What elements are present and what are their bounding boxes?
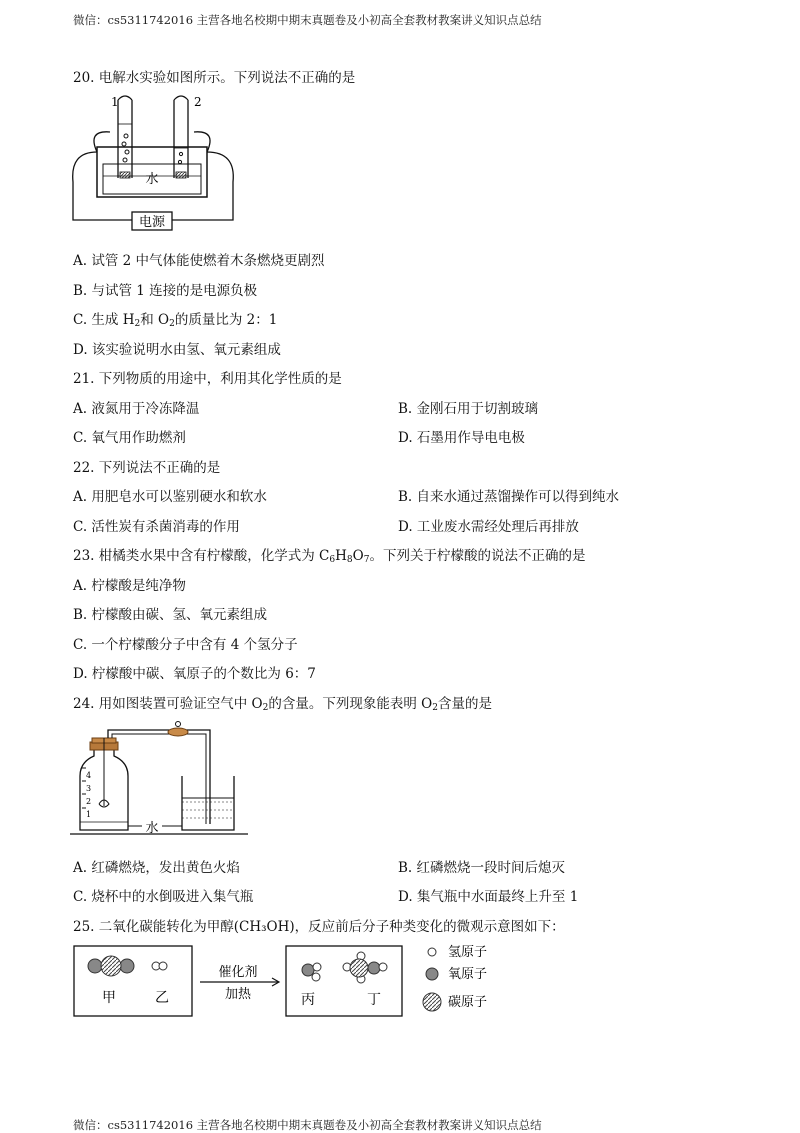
heat-label: 加热 [224,987,252,1002]
legend-hydrogen: 氢原子 [448,945,488,960]
q24-option-d: D. 集气瓶中水面最终上升至 1 [398,889,579,905]
reactant-box [74,946,192,1016]
tube-1 [118,96,132,178]
page-footer: 微信：cs5311742016 主营各地名校期中期末真题卷及小初高全套教材教案讲义知识点总结 [73,1118,542,1132]
legend-oxygen: 氧原子 [448,967,488,982]
legend-carbon: 碳原子 [448,995,488,1010]
q20-option-c: C. 生成 $H_2$和 $O_2$的质量比为 2：1 [73,312,278,329]
label-yi: 乙 [155,990,169,1006]
mark-1: 1 [86,810,92,819]
q21-option-c: C. 氧气用作助燃剂 [73,430,186,446]
q20-stem: 20. 电解水实验如图所示。下列说法不正确的是 [73,70,356,86]
q24-oxygen-apparatus [70,718,250,840]
q22-stem: 22. 下列说法不正确的是 [73,460,221,476]
q21-option-a: A. 液氮用于冷冻降温 [73,401,200,417]
q21-option-b: B. 金刚石用于切割玻璃 [398,401,539,417]
water-label: 水 [145,172,159,187]
clamp [168,728,188,736]
q24-option-a: A. 红磷燃烧，发出黄色火焰 [73,860,240,876]
tube-1-label: 1 [111,95,119,109]
label-bing: 丙 [301,992,315,1008]
q24-option-b: B. 红磷燃烧一段时间后熄灭 [398,860,566,876]
tube-2 [174,96,188,178]
tube-2-label: 2 [194,95,202,109]
q25-stem: 25. 二氧化碳能转化为甲醇(CH₃OH)，反应前后分子种类变化的微观示意图如下： [73,919,565,935]
q24-option-c: C. 烧杯中的水倒吸进入集气瓶 [73,889,254,905]
q20-option-d: D. 该实验说明水由氢、氧元素组成 [73,342,281,358]
q22-option-c: C. 活性炭有杀菌消毒的作用 [73,519,240,535]
label-jia: 甲 [102,990,116,1006]
q21-stem: 21. 下列物质的用途中，利用其化学性质的是 [73,371,342,387]
q22-option-b: B. 自来水通过蒸馏操作可以得到纯水 [398,489,620,505]
q23-stem: 23. 柑橘类水果中含有柠檬酸，化学式为 $C_6H_8O_7$。下列关于柠檬酸的说法不正确的是 [73,548,586,565]
power-label: 电源 [138,215,166,230]
mark-2: 2 [86,797,92,806]
q25-molecule-diagram [72,940,502,1026]
q24-stem: 24. 用如图装置可验证空气中 $O_2$的含量。下列现象能表明 $O_2$含量的是 [73,696,492,713]
mark-3: 3 [86,784,92,793]
q20-option-a: A. 试管 2 中气体能使燃着木条燃烧更剧烈 [73,253,325,269]
q23-option-c: C. 一个柠檬酸分子中含有 4 个氢分子 [73,637,298,653]
q23-option-d: D. 柠檬酸中碳、氧原子的个数比为 6：7 [73,666,316,682]
q20-option-b: B. 与试管 1 连接的是电源负极 [73,283,258,299]
q23-option-a: A. 柠檬酸是纯净物 [73,578,186,594]
label-ding: 丁 [367,992,381,1008]
catalyst-label: 催化剂 [218,965,258,980]
q22-option-a: A. 用肥皂水可以鉴别硬水和软水 [73,489,267,505]
q21-option-d: D. 石墨用作导电电极 [398,430,525,446]
water-label: 水 [145,821,159,836]
beaker [182,776,234,830]
page-header: 微信：cs5311742016 主营各地名校期中期末真题卷及小初高全套教材教案讲义知识点总结 [73,13,542,27]
mark-4: 4 [86,771,92,780]
q23-option-b: B. 柠檬酸由碳、氢、氧元素组成 [73,607,268,623]
q22-option-d: D. 工业废水需经处理后再排放 [398,519,579,535]
q20-electrolysis-diagram [70,92,240,232]
